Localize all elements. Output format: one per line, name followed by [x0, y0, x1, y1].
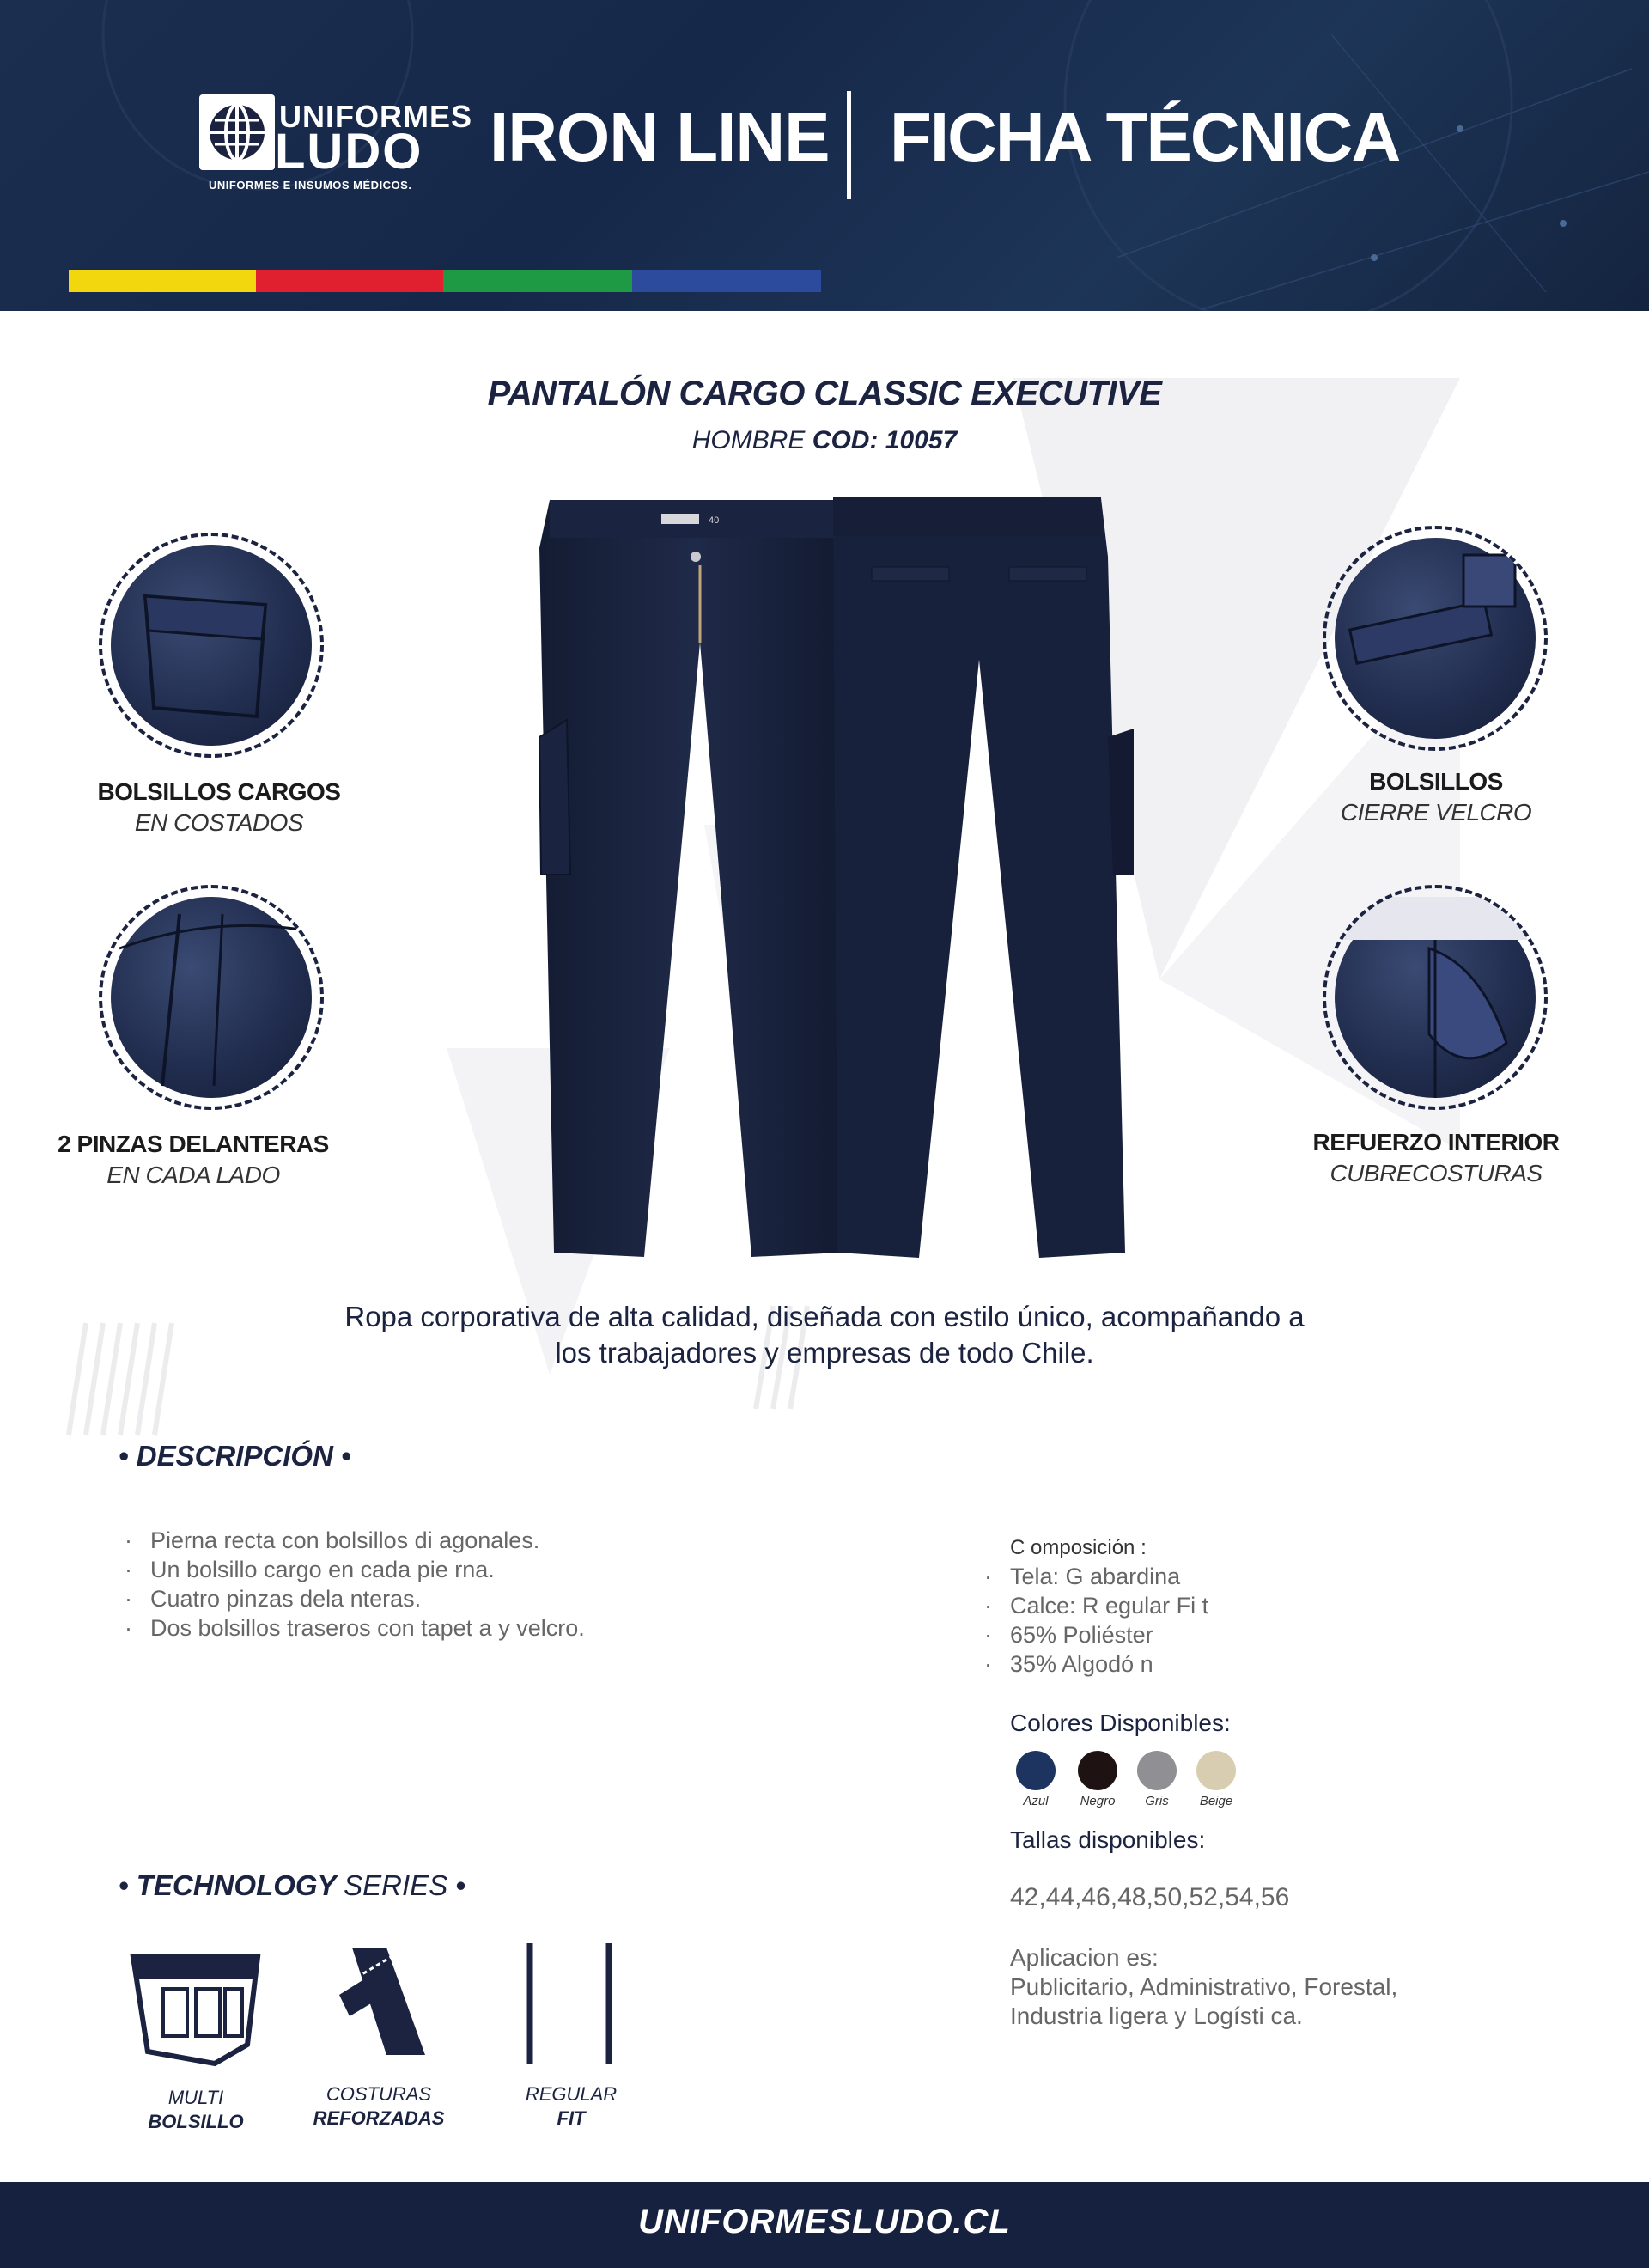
composition-heading: C omposición :	[1010, 1536, 1147, 1559]
technology-heading-bold: TECHNOLOGY	[136, 1869, 336, 1901]
pocket-icon	[129, 1950, 266, 2070]
inner-seam-icon	[1335, 897, 1536, 1098]
feature-title-velcro-pockets: BOLSILLOS	[1369, 768, 1503, 795]
sizes-heading: Tallas disponibles:	[1010, 1826, 1206, 1853]
description-item: · Pierna recta con bolsillos di agonales.	[125, 1526, 898, 1555]
product-title: PANTALÓN CARGO CLASSIC EXECUTIVE	[487, 375, 1162, 412]
feature-inner-reinforcement-image	[1323, 885, 1548, 1110]
feature-title-inner-reinforcement: REFUERZO INTERIOR	[1312, 1129, 1560, 1155]
feature-title-cargo-pockets: BOLSILLOS CARGOS	[97, 778, 341, 805]
tech-label-costuras-reforzadas	[306, 2082, 452, 2131]
product-subtitle	[0, 426, 1649, 455]
description-item: · Un bolsillo cargo en cada pie rna.	[125, 1555, 898, 1584]
composition-item: · Tela: G abardina	[984, 1562, 1500, 1591]
color-swatch-gris	[1137, 1751, 1177, 1790]
color-label-beige: Beige	[1199, 1794, 1233, 1808]
velcro-pocket-icon	[1335, 538, 1536, 739]
tagline-line-2: los trabajadores y empresas de todo Chile.	[555, 1337, 1094, 1369]
tagline-line-1: Ropa corporativa de alta calidad, diseñada con estilo único, acompañando a	[344, 1301, 1305, 1332]
color-label-gris: Gris	[1145, 1794, 1169, 1808]
tech-label-regular-fit	[498, 2082, 644, 2131]
stripe-yellow	[69, 270, 256, 292]
description-heading-text: DESCRIPCIÓN	[136, 1440, 333, 1472]
stripe-green	[443, 270, 632, 292]
composition-item: · 35% Algodó n	[984, 1649, 1500, 1679]
technology-heading: • TECHNOLOGY SERIES •	[119, 1869, 465, 1901]
logo-mark	[199, 94, 275, 170]
feature-title-front-pleats: 2 PINZAS DELANTERAS	[58, 1131, 329, 1157]
applications-heading: Aplicacion es:	[1010, 1944, 1159, 1971]
feature-cargo-pockets-image	[99, 533, 324, 758]
product-gender: HOMBRE	[691, 426, 806, 454]
tech-label-line2: BOLSILLO	[148, 2111, 244, 2132]
applications-line-2: Industria ligera y Logísti ca.	[1010, 2003, 1303, 2029]
color-swatch-negro	[1078, 1751, 1117, 1790]
pants-size-label: 40	[709, 515, 720, 526]
feature-velcro-pockets-image	[1323, 526, 1548, 751]
tech-label-line1: MULTI	[167, 2087, 224, 2108]
product-code: COD: 10057	[812, 426, 958, 454]
tech-label-line1: COSTURAS	[326, 2083, 432, 2105]
composition-list	[984, 1562, 1500, 1679]
logo-text-ludo: LUDO	[275, 124, 423, 180]
feature-subtitle-cargo-pockets: EN COSTADOS	[134, 809, 304, 836]
pants-label	[661, 514, 699, 524]
feature-subtitle-front-pleats: EN CADA LADO	[106, 1161, 280, 1188]
sizes-values: 42,44,46,48,50,52,54,56	[1010, 1883, 1290, 1911]
stripe-blue	[632, 270, 821, 292]
seam-icon	[331, 1943, 434, 2064]
pants-product-image	[532, 497, 1134, 1287]
tagline	[258, 1299, 1391, 1371]
title-divider	[847, 91, 851, 199]
line-name: IRON LINE	[490, 99, 830, 175]
applications-line-1: Publicitario, Administrativo, Forestal,	[1010, 1973, 1398, 2000]
tech-label-line2: REFORZADAS	[313, 2107, 445, 2129]
tech-label-multi-bolsillo	[123, 2086, 269, 2134]
globe-icon	[199, 94, 275, 170]
fit-lines-icon	[520, 1943, 623, 2064]
description-heading: • DESCRIPCIÓN •	[119, 1440, 351, 1472]
footer-url[interactable]: UNIFORMESLUDO.CL	[638, 2203, 1011, 2241]
logo-text-uniformes: UNIFORMES	[279, 99, 472, 134]
feature-subtitle-velcro-pockets: CIERRE VELCRO	[1340, 799, 1532, 826]
description-list	[125, 1526, 898, 1643]
feature-subtitle-inner-reinforcement: CUBRECOSTURAS	[1330, 1160, 1543, 1186]
header-banner	[0, 0, 1649, 311]
color-label-negro: Negro	[1080, 1794, 1116, 1808]
description-item: · Cuatro pinzas dela nteras.	[125, 1584, 898, 1613]
color-swatch-beige	[1196, 1751, 1236, 1790]
feature-front-pleats-image	[99, 885, 324, 1110]
tech-label-line2: FIT	[557, 2107, 586, 2129]
composition-item: · 65% Poliéster	[984, 1620, 1500, 1649]
pleat-detail-icon	[111, 897, 312, 1098]
color-label-azul: Azul	[1023, 1794, 1049, 1808]
logo-tagline: UNIFORMES E INSUMOS MÉDICOS.	[209, 179, 412, 192]
description-item: · Dos bolsillos traseros con tapet a y velcro.	[125, 1613, 898, 1643]
color-swatch-azul	[1016, 1751, 1056, 1790]
tech-label-line1: REGULAR	[525, 2083, 618, 2105]
sheet-title: FICHA TÉCNICA	[890, 99, 1400, 175]
composition-item: · Calce: R egular Fi t	[984, 1591, 1500, 1620]
colors-heading: Colores Disponibles:	[1010, 1710, 1231, 1736]
technology-heading-light: SERIES	[344, 1869, 448, 1901]
stripe-red	[256, 270, 443, 292]
cargo-pocket-icon	[111, 545, 312, 746]
